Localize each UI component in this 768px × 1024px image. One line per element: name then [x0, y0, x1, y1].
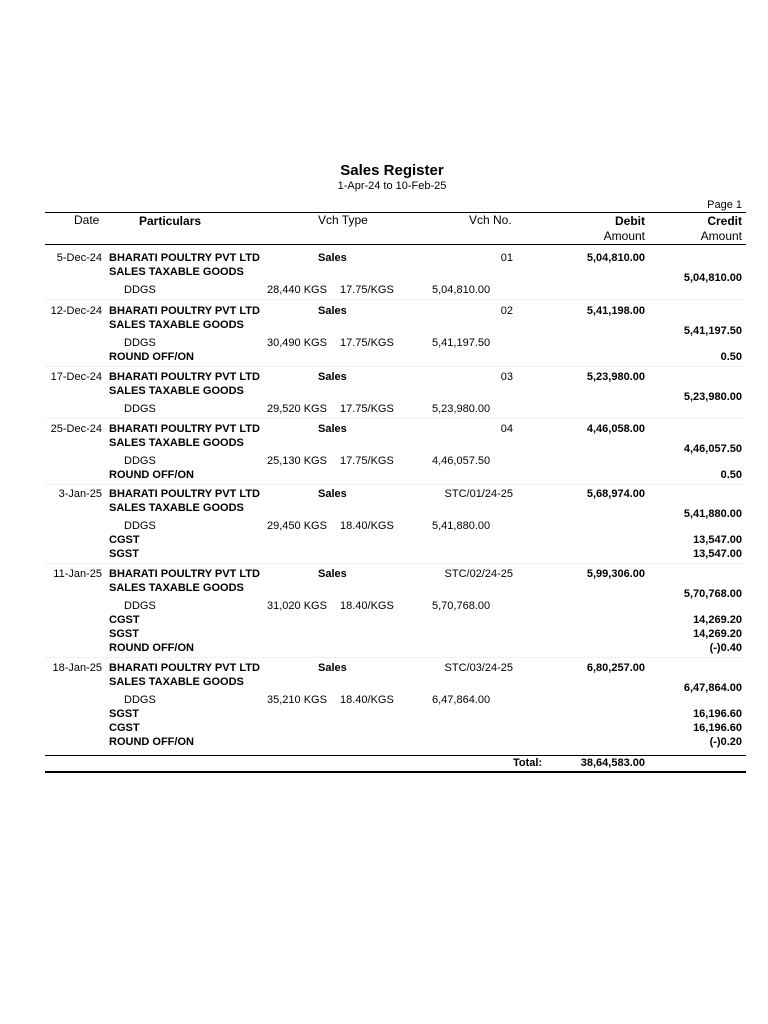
extra-ledger-name: CGST — [109, 534, 140, 546]
voucher-date: 3-Jan-25 — [58, 488, 102, 500]
item-amount: 5,41,197.50 — [432, 337, 491, 349]
ledger-credit: 5,23,980.00 — [683, 391, 742, 403]
voucher-number: STC/02/24-25 — [444, 568, 513, 580]
ledger-name: SALES TAXABLE GOODS — [109, 385, 244, 397]
extra-ledger-name: SGST — [109, 548, 139, 560]
ledger-name: SALES TAXABLE GOODS — [109, 437, 244, 449]
ledger-name: SALES TAXABLE GOODS — [109, 676, 244, 688]
voucher-date: 11-Jan-25 — [53, 568, 102, 580]
col-header-date: Date — [74, 213, 100, 227]
voucher-type: Sales — [318, 305, 347, 317]
extra-ledger-credit: 13,547.00 — [693, 548, 742, 560]
voucher-type: Sales — [318, 488, 347, 500]
extra-ledger-credit: 13,547.00 — [693, 534, 742, 546]
voucher-debit: 5,99,306.00 — [586, 568, 645, 580]
voucher-type: Sales — [318, 568, 347, 580]
extra-ledger-name: ROUND OFF/ON — [109, 642, 194, 654]
report-title: Sales Register — [340, 162, 444, 179]
ledger-name: SALES TAXABLE GOODS — [109, 502, 244, 514]
item-quantity: 28,440 KGS — [267, 284, 327, 296]
total-top-rule — [45, 755, 746, 756]
item-amount: 5,70,768.00 — [432, 600, 491, 612]
voucher-date: 5-Dec-24 — [56, 252, 102, 264]
ledger-name: SALES TAXABLE GOODS — [109, 266, 244, 278]
item-quantity: 25,130 KGS — [267, 455, 327, 467]
voucher-date: 25-Dec-24 — [50, 423, 102, 435]
extra-ledger-credit: 14,269.20 — [693, 614, 742, 626]
extra-ledger-name: ROUND OFF/ON — [109, 351, 194, 363]
ledger-credit: 5,41,880.00 — [683, 508, 742, 520]
row-separator — [45, 484, 746, 485]
col-header-credit: Credit — [707, 214, 742, 228]
voucher-debit: 4,46,058.00 — [586, 423, 645, 435]
voucher-type: Sales — [318, 371, 347, 383]
ledger-name: SALES TAXABLE GOODS — [109, 319, 244, 331]
item-rate: 18.40/KGS — [340, 520, 394, 532]
row-separator — [45, 418, 746, 419]
item-quantity: 30,490 KGS — [267, 337, 327, 349]
voucher-number: 02 — [500, 305, 513, 317]
item-name: DDGS — [124, 694, 156, 706]
item-name: DDGS — [124, 403, 156, 415]
item-amount: 5,23,980.00 — [432, 403, 491, 415]
item-rate: 17.75/KGS — [340, 337, 394, 349]
voucher-debit: 5,68,974.00 — [586, 488, 645, 500]
item-quantity: 31,020 KGS — [267, 600, 327, 612]
extra-ledger-credit: 16,196.60 — [693, 722, 742, 734]
col-header-vch-no: Vch No. — [469, 213, 512, 227]
row-separator — [45, 657, 746, 658]
voucher-number: 03 — [500, 371, 513, 383]
ledger-credit: 6,47,864.00 — [683, 682, 742, 694]
item-rate: 18.40/KGS — [340, 694, 394, 706]
voucher-number: 01 — [500, 252, 513, 264]
extra-ledger-credit: 0.50 — [720, 351, 742, 363]
extra-ledger-credit: 14,269.20 — [693, 628, 742, 640]
voucher-date: 12-Dec-24 — [50, 305, 102, 317]
ledger-name: SALES TAXABLE GOODS — [109, 582, 244, 594]
ledger-credit: 5,04,810.00 — [683, 272, 742, 284]
item-quantity: 29,520 KGS — [267, 403, 327, 415]
voucher-party: BHARATI POULTRY PVT LTD — [109, 252, 260, 264]
item-name: DDGS — [124, 284, 156, 296]
extra-ledger-credit: 0.50 — [720, 469, 742, 481]
extra-ledger-name: ROUND OFF/ON — [109, 469, 194, 481]
voucher-party: BHARATI POULTRY PVT LTD — [109, 662, 260, 674]
voucher-party: BHARATI POULTRY PVT LTD — [109, 568, 260, 580]
item-rate: 18.40/KGS — [340, 600, 394, 612]
extra-ledger-name: SGST — [109, 708, 139, 720]
extra-ledger-name: CGST — [109, 614, 140, 626]
item-rate: 17.75/KGS — [340, 455, 394, 467]
page-number: Page 1 — [707, 199, 742, 211]
report-period: 1-Apr-24 to 10-Feb-25 — [337, 180, 447, 192]
item-quantity: 29,450 KGS — [267, 520, 327, 532]
item-amount: 5,41,880.00 — [432, 520, 491, 532]
header-top-rule — [45, 212, 746, 213]
voucher-number: 04 — [500, 423, 513, 435]
voucher-debit: 5,41,198.00 — [586, 305, 645, 317]
voucher-date: 18-Jan-25 — [52, 662, 102, 674]
col-header-credit-amount: Amount — [700, 229, 742, 243]
voucher-type: Sales — [318, 662, 347, 674]
voucher-number: STC/01/24-25 — [444, 488, 513, 500]
voucher-date: 17-Dec-24 — [50, 371, 102, 383]
row-separator — [45, 366, 746, 367]
voucher-party: BHARATI POULTRY PVT LTD — [109, 488, 260, 500]
total-label: Total: — [513, 757, 543, 769]
extra-ledger-credit: 16,196.60 — [693, 708, 742, 720]
item-amount: 6,47,864.00 — [432, 694, 491, 706]
item-amount: 4,46,057.50 — [432, 455, 491, 467]
item-rate: 17.75/KGS — [340, 284, 394, 296]
extra-ledger-name: CGST — [109, 722, 140, 734]
extra-ledger-credit: (-)0.20 — [709, 736, 742, 748]
extra-ledger-name: ROUND OFF/ON — [109, 736, 194, 748]
voucher-number: STC/03/24-25 — [444, 662, 513, 674]
total-amount: 38,64,583.00 — [580, 757, 645, 769]
ledger-credit: 5,41,197.50 — [683, 325, 742, 337]
voucher-type: Sales — [318, 423, 347, 435]
item-name: DDGS — [124, 337, 156, 349]
voucher-party: BHARATI POULTRY PVT LTD — [109, 423, 260, 435]
item-name: DDGS — [124, 520, 156, 532]
row-separator — [45, 299, 746, 300]
voucher-debit: 5,23,980.00 — [586, 371, 645, 383]
extra-ledger-credit: (-)0.40 — [709, 642, 742, 654]
item-amount: 5,04,810.00 — [432, 284, 491, 296]
item-name: DDGS — [124, 600, 156, 612]
col-header-debit: Debit — [615, 214, 645, 228]
ledger-credit: 4,46,057.50 — [683, 443, 742, 455]
header-bottom-rule — [45, 244, 746, 245]
col-header-vch-type: Vch Type — [318, 213, 368, 227]
col-header-particulars: Particulars — [139, 214, 202, 228]
col-header-debit-amount: Amount — [603, 229, 645, 243]
voucher-type: Sales — [318, 252, 347, 264]
row-separator — [45, 563, 746, 564]
item-quantity: 35,210 KGS — [267, 694, 327, 706]
voucher-debit: 5,04,810.00 — [586, 252, 645, 264]
voucher-debit: 6,80,257.00 — [586, 662, 645, 674]
total-bottom-rule — [45, 771, 746, 773]
item-name: DDGS — [124, 455, 156, 467]
ledger-credit: 5,70,768.00 — [683, 588, 742, 600]
voucher-party: BHARATI POULTRY PVT LTD — [109, 305, 260, 317]
item-rate: 17.75/KGS — [340, 403, 394, 415]
voucher-party: BHARATI POULTRY PVT LTD — [109, 371, 260, 383]
extra-ledger-name: SGST — [109, 628, 139, 640]
